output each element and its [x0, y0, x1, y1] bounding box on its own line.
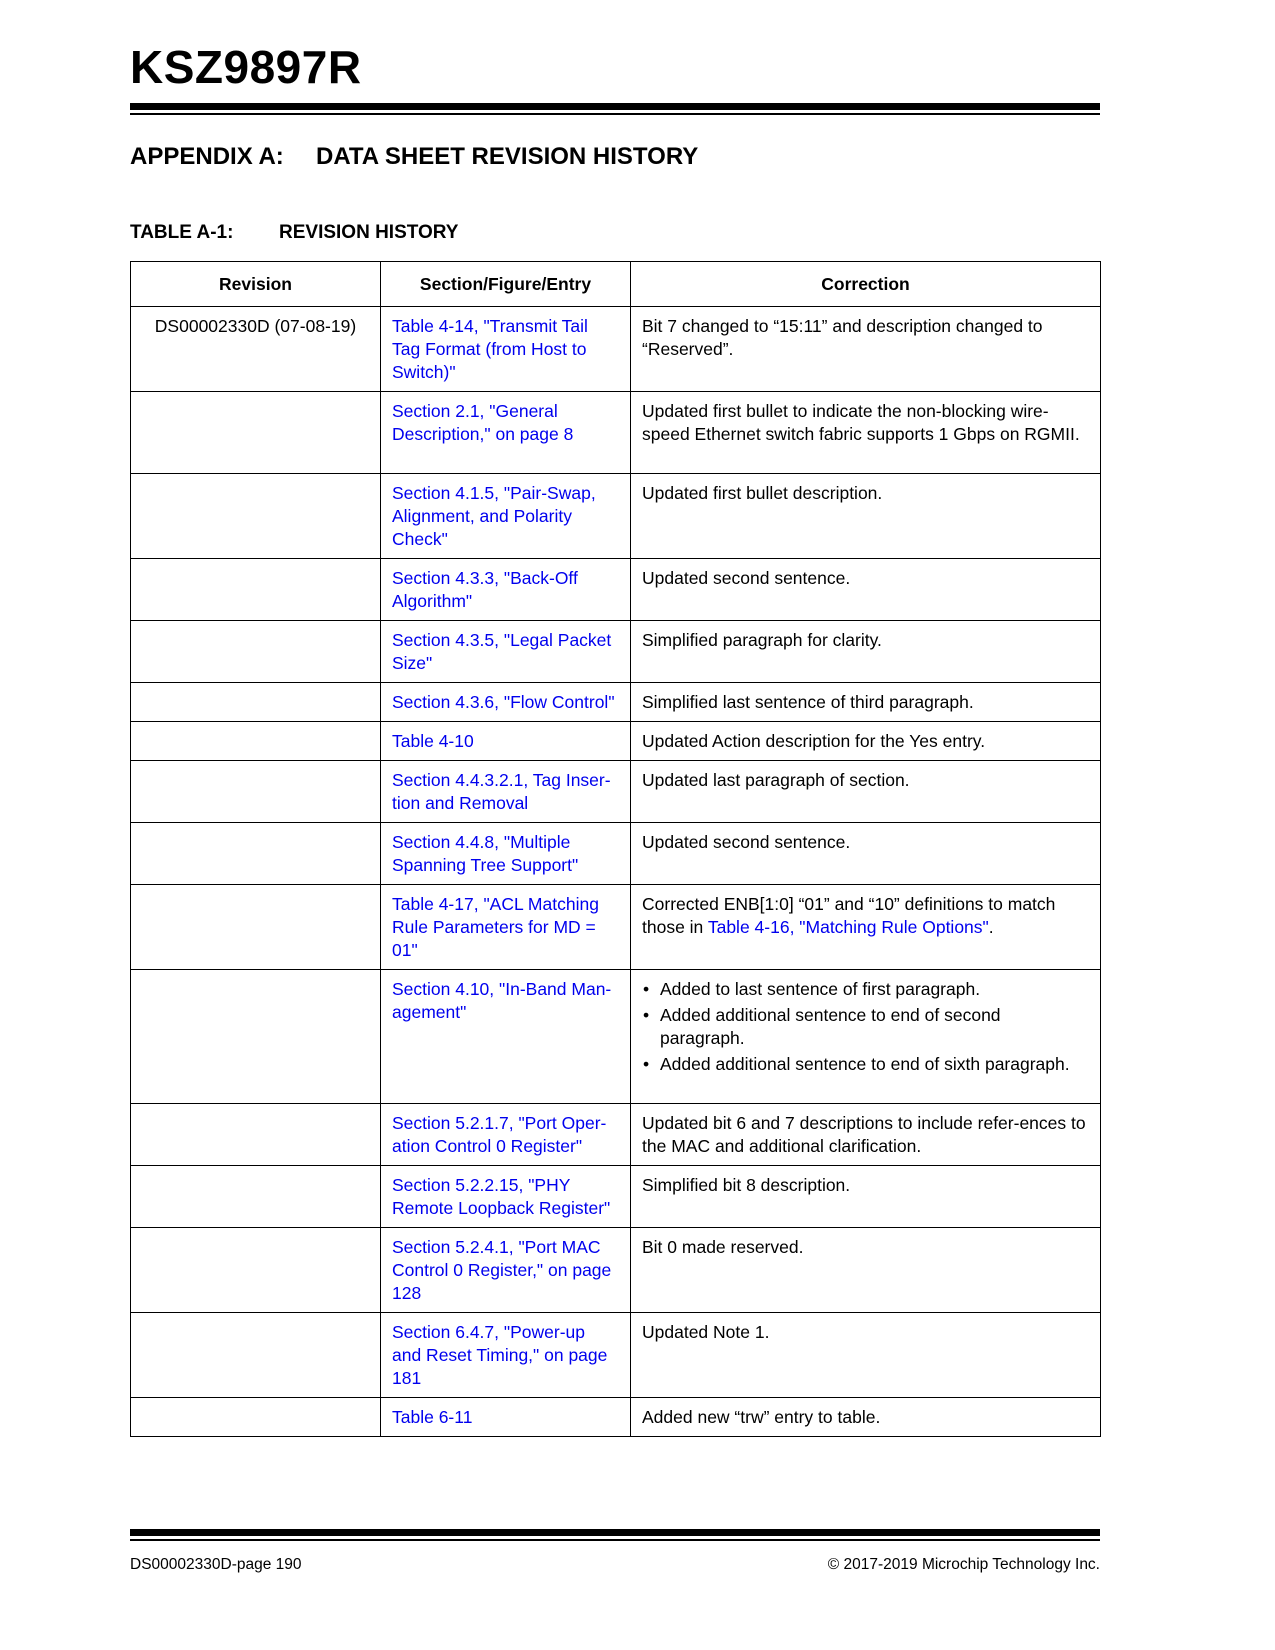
footer-rule-thick — [130, 1529, 1100, 1536]
table-row — [131, 559, 1101, 621]
column-header-revision: Revision — [131, 262, 381, 307]
table-row — [131, 474, 1101, 559]
correction-cell: Updated first bullet to indicate the non-blocking wire-speed Ethernet switch fabric supports 1 Gbps on RGMII. — [631, 392, 1101, 474]
table-row — [131, 761, 1101, 823]
table-row — [131, 683, 1101, 722]
section-link[interactable]: Section 4.3.3, "Back-Off Algorithm" — [381, 559, 631, 621]
correction-cell: Updated first bullet description. — [631, 474, 1101, 559]
correction-cell: Updated last paragraph of section. — [631, 761, 1101, 823]
table-row — [131, 885, 1101, 970]
table-header-row — [131, 262, 1101, 307]
table-row — [131, 621, 1101, 683]
appendix-heading — [130, 143, 698, 171]
section-link[interactable]: Table 4-17, "ACL Matching Rule Parameters for MD = 01" — [381, 885, 631, 970]
revision-cell — [131, 1166, 381, 1228]
correction-cell: Updated Action description for the Yes entry. — [631, 722, 1101, 761]
revision-cell — [131, 1398, 381, 1437]
section-link[interactable]: Section 2.1, "General Description," on page 8 — [381, 392, 631, 474]
section-link[interactable]: Section 6.4.7, "Power-up and Reset Timing," on page 181 — [381, 1313, 631, 1398]
correction-cell: Simplified last sentence of third paragraph. — [631, 683, 1101, 722]
table-row — [131, 1398, 1101, 1437]
section-link[interactable]: Table 4-14, "Transmit Tail Tag Format (from Host to Switch)" — [381, 307, 631, 392]
revision-cell — [131, 761, 381, 823]
revision-cell — [131, 559, 381, 621]
revision-cell — [131, 392, 381, 474]
column-header-section: Section/Figure/Entry — [381, 262, 631, 307]
correction-cell: Updated second sentence. — [631, 559, 1101, 621]
revision-cell — [131, 1228, 381, 1313]
section-link[interactable]: Section 4.4.3.2.1, Tag Inser-tion and Removal — [381, 761, 631, 823]
header-rule-thin — [130, 113, 1100, 115]
table-row — [131, 1166, 1101, 1228]
revision-cell — [131, 621, 381, 683]
revision-cell — [131, 683, 381, 722]
section-link[interactable]: Table 6-11 — [381, 1398, 631, 1437]
correction-cell: Updated second sentence. — [631, 823, 1101, 885]
section-link[interactable]: Table 4-10 — [381, 722, 631, 761]
revision-cell — [131, 1313, 381, 1398]
correction-bullet: • Added additional sentence to end of second paragraph. — [642, 1004, 1089, 1050]
table-row — [131, 1104, 1101, 1166]
column-header-correction: Correction — [631, 262, 1101, 307]
correction-text-end: . — [988, 917, 994, 937]
correction-cell — [631, 885, 1101, 970]
table-caption-label: TABLE A-1: — [130, 222, 234, 243]
table-caption — [130, 222, 458, 244]
correction-link[interactable]: Table 4-16, "Matching Rule Options" — [707, 917, 989, 937]
revision-cell — [131, 722, 381, 761]
appendix-label: APPENDIX A: — [130, 143, 284, 170]
correction-cell: Simplified bit 8 description. — [631, 1166, 1101, 1228]
section-link[interactable]: Section 4.1.5, "Pair-Swap, Alignment, and Polarity Check" — [381, 474, 631, 559]
correction-bullet-list — [642, 978, 1089, 1076]
header-rule-thick — [130, 103, 1100, 110]
correction-bullet: • Added additional sentence to end of sixth paragraph. — [642, 1053, 1089, 1076]
correction-cell — [631, 970, 1101, 1104]
revision-cell — [131, 823, 381, 885]
revision-cell — [131, 970, 381, 1104]
table-row — [131, 307, 1101, 392]
correction-cell: Simplified paragraph for clarity. — [631, 621, 1101, 683]
table-row — [131, 392, 1101, 474]
table-row — [131, 722, 1101, 761]
table-row — [131, 1228, 1101, 1313]
revision-cell: DS00002330D (07-08-19) — [131, 307, 381, 392]
section-link[interactable]: Section 5.2.4.1, "Port MAC Control 0 Register," on page 128 — [381, 1228, 631, 1313]
footer-page-number: DS00002330D-page 190 — [130, 1556, 302, 1573]
correction-text: Corrected ENB[1:0] “01” and “10” definitions to match those in — [642, 894, 1056, 937]
section-link[interactable]: Section 4.4.8, "Multiple Spanning Tree Support" — [381, 823, 631, 885]
revision-cell — [131, 1104, 381, 1166]
correction-cell: Added new “trw” entry to table. — [631, 1398, 1101, 1437]
correction-cell: Bit 0 made reserved. — [631, 1228, 1101, 1313]
revision-cell — [131, 474, 381, 559]
table-row — [131, 970, 1101, 1104]
table-row — [131, 1313, 1101, 1398]
footer-copyright: © 2017-2019 Microchip Technology Inc. — [827, 1556, 1100, 1573]
footer-rule-thin — [130, 1539, 1100, 1541]
section-link[interactable]: Section 4.3.6, "Flow Control" — [381, 683, 631, 722]
revision-history-table — [130, 261, 1101, 1437]
section-link[interactable]: Section 5.2.1.7, "Port Oper-ation Control 0 Register" — [381, 1104, 631, 1166]
table-caption-title: REVISION HISTORY — [279, 222, 459, 243]
section-link[interactable]: Section 5.2.2.15, "PHY Remote Loopback Register" — [381, 1166, 631, 1228]
section-link[interactable]: Section 4.3.5, "Legal Packet Size" — [381, 621, 631, 683]
correction-cell: Updated Note 1. — [631, 1313, 1101, 1398]
correction-cell: Bit 7 changed to “15:11” and description changed to “Reserved”. — [631, 307, 1101, 392]
section-link[interactable]: Section 4.10, "In-Band Man-agement" — [381, 970, 631, 1104]
appendix-title: DATA SHEET REVISION HISTORY — [316, 143, 699, 170]
correction-cell: Updated bit 6 and 7 descriptions to include refer-ences to the MAC and additional clarification. — [631, 1104, 1101, 1166]
correction-bullet: • Added to last sentence of first paragraph. — [642, 978, 1089, 1001]
document-title: KSZ9897R — [130, 41, 362, 93]
table-row — [131, 823, 1101, 885]
revision-cell — [131, 885, 381, 970]
